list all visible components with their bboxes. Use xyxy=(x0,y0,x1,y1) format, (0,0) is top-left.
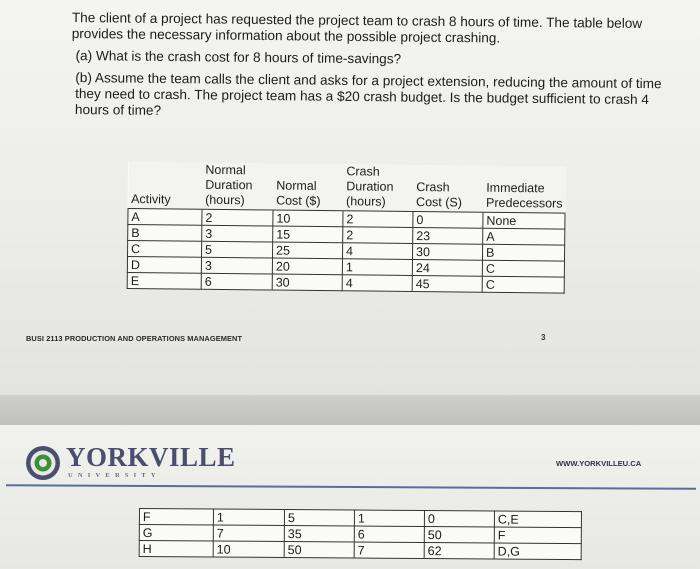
cell-activity: H xyxy=(139,541,213,558)
cell-predecessors: C,E xyxy=(494,511,581,528)
table-header-row xyxy=(128,162,566,213)
cell-activity: A xyxy=(128,209,202,226)
cell-activity: D xyxy=(127,257,201,274)
cell-crash-duration: 2 xyxy=(343,227,413,244)
cell-activity: E xyxy=(127,272,201,289)
header-crash-cost: Crash Cost (S) xyxy=(413,165,483,212)
cell-crash-cost: 0 xyxy=(413,211,483,228)
cell-activity: C xyxy=(128,241,202,258)
cell-normal-cost: 25 xyxy=(273,242,343,259)
cell-crash-duration: 6 xyxy=(354,526,424,542)
header-crash-duration: Crash Duration (hours) xyxy=(343,164,413,211)
website-link[interactable]: WWW.YORKVILLEU.CA xyxy=(556,459,642,468)
header-normal-duration: Normal Duration (hours) xyxy=(202,163,273,210)
cell-activity: B xyxy=(128,225,202,242)
university-seal-icon xyxy=(24,444,62,482)
cell-crash-duration: 2 xyxy=(343,211,413,228)
cell-crash-cost: 24 xyxy=(412,259,482,276)
crash-table-continued xyxy=(139,508,582,560)
cell-activity: G xyxy=(139,525,213,542)
course-footer: BUSI 2113 PRODUCTION AND OPERATIONS MANAGEMENT xyxy=(26,334,243,343)
cell-normal-cost: 30 xyxy=(272,274,342,291)
cell-crash-cost: 62 xyxy=(424,542,494,558)
question-text xyxy=(71,10,672,130)
cell-normal-duration: 10 xyxy=(213,541,284,557)
cell-normal-cost: 50 xyxy=(284,542,354,558)
cell-predecessors: B xyxy=(482,244,565,261)
cell-normal-duration: 6 xyxy=(201,273,272,290)
cell-crash-duration: 1 xyxy=(342,259,412,276)
cell-predecessors: None xyxy=(483,212,566,229)
cell-activity: F xyxy=(139,509,213,526)
cell-crash-cost: 30 xyxy=(412,243,482,260)
cell-crash-cost: 50 xyxy=(424,526,494,542)
cell-normal-duration: 5 xyxy=(202,241,273,258)
cell-predecessors: A xyxy=(483,228,566,245)
header-predecessors: Immediate Predecessors xyxy=(483,166,566,213)
question-intro: The client of a project has requested the project team to crash 8 hours of time. The table below provides the necessary information about the possible project crashing. xyxy=(71,10,643,46)
yorkville-logo xyxy=(24,442,236,486)
brand-name: YORKVILLE xyxy=(66,442,236,472)
cell-crash-cost: 0 xyxy=(424,510,494,526)
page-number: 3 xyxy=(541,333,546,342)
cell-normal-duration: 3 xyxy=(202,225,273,242)
cell-normal-cost: 5 xyxy=(284,510,354,526)
brand-subtitle: UNIVERSITY xyxy=(68,472,161,479)
cell-predecessors: D,G xyxy=(494,543,581,560)
cell-normal-duration: 2 xyxy=(202,209,273,226)
page-gap xyxy=(0,395,700,425)
header-activity: Activity xyxy=(128,162,202,209)
cell-crash-duration: 7 xyxy=(354,542,424,558)
cell-crash-cost: 23 xyxy=(413,227,483,244)
cell-crash-duration: 4 xyxy=(342,243,412,260)
question-part-b: (b) Assume the team calls the client and asks for a project extension, reducing the amount of time they need to crash. The project team has a $20 crash budget. Is the budget sufficient to crash 4 hours of time? xyxy=(74,70,662,118)
cell-predecessors: C xyxy=(482,260,565,277)
cell-normal-duration: 1 xyxy=(213,509,284,525)
crash-table xyxy=(127,162,567,294)
cell-predecessors: F xyxy=(494,527,581,544)
cell-predecessors: C xyxy=(482,276,565,293)
cell-normal-duration: 3 xyxy=(201,257,272,274)
cell-crash-duration: 1 xyxy=(354,510,424,526)
table-row xyxy=(139,541,581,560)
cell-normal-cost: 20 xyxy=(272,258,342,275)
header-normal-cost: Normal Cost ($) xyxy=(273,164,343,211)
cell-crash-cost: 45 xyxy=(412,275,482,292)
cell-normal-cost: 15 xyxy=(273,226,343,243)
question-part-a: (a) What is the crash cost for 8 hours of time-savings? xyxy=(75,48,402,67)
cell-normal-cost: 35 xyxy=(284,526,354,542)
cell-normal-cost: 10 xyxy=(273,210,343,227)
cell-crash-duration: 4 xyxy=(342,275,412,292)
cell-normal-duration: 7 xyxy=(213,525,284,541)
